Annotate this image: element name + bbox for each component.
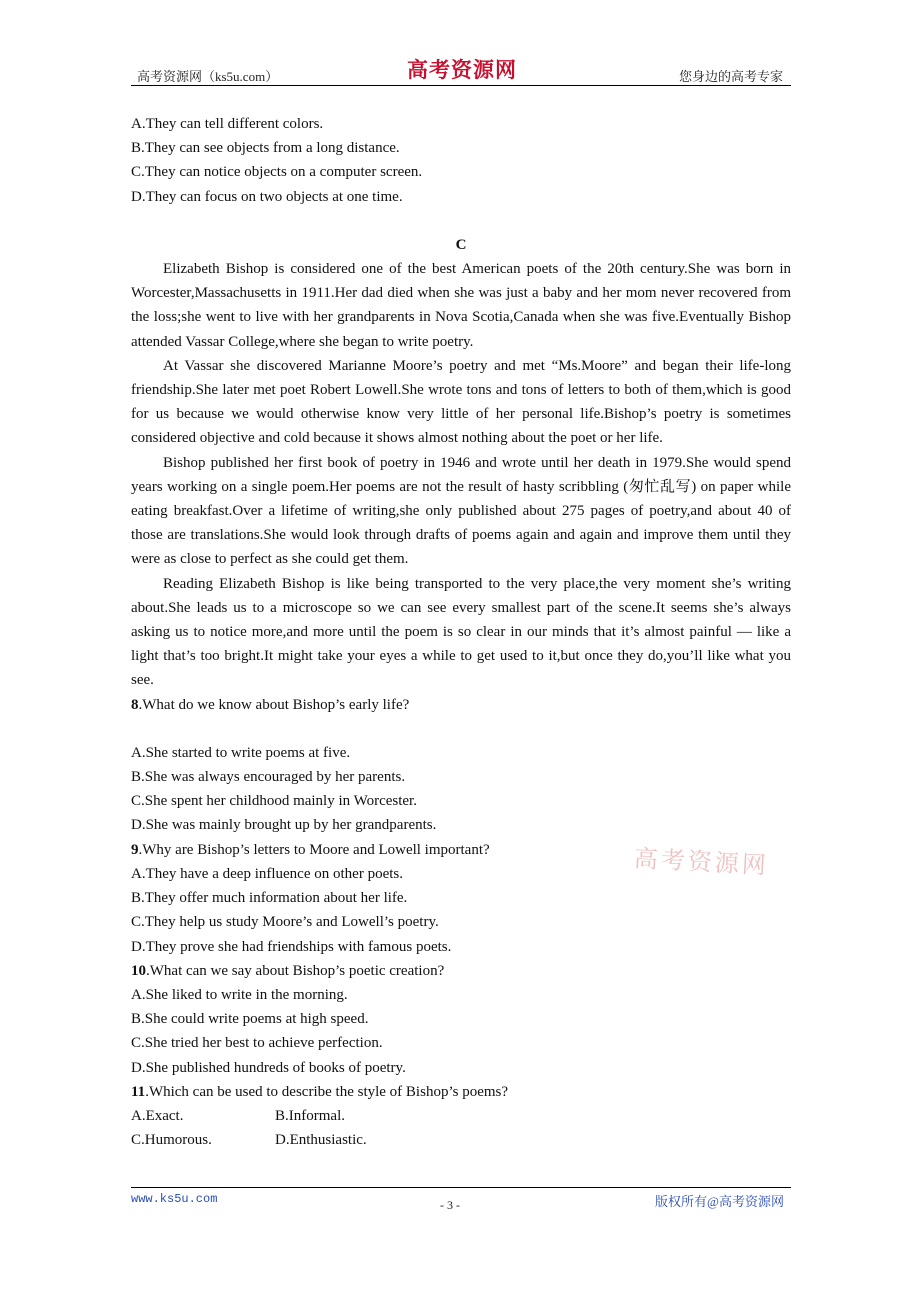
header-slogan: 您身边的高考专家 [678, 69, 783, 84]
header-divider [131, 85, 791, 86]
question-number: 10 [131, 962, 146, 979]
option-line: A.They have a deep influence on other poets. [131, 865, 403, 882]
question-11 [131, 1080, 791, 1153]
option-row [131, 1104, 791, 1128]
passage-paragraph: At Vassar she discovered Marianne Moore’s poetry and met “Ms.Moore” and began their life-long friendship.She later met poet Robert Lowell.She wrote tons and tons of letters to both of them,which is good for us because we would otherwise know very little of her personal life.Bishop’s poetry is sometimes considered objective and cold because it shows almost nothing about the poet or her life. [131, 357, 791, 447]
question-number: 8 [131, 696, 139, 713]
option-line: B.They can see objects from a long distance. [131, 140, 400, 157]
footer-url: www.ks5u.com [131, 1192, 218, 1206]
footer-copyright: 版权所有@高考资源网 [655, 1194, 784, 1209]
option-line: D.They prove she had friendships with famous poets. [131, 938, 452, 955]
question-text: .Which can be used to describe the style of Bishop’s poems? [145, 1083, 509, 1100]
question-number: 11 [131, 1083, 146, 1100]
option-line: A.She started to write poems at five. [131, 744, 351, 761]
question-8 [131, 693, 791, 838]
previous-question-options [131, 112, 791, 209]
option-line: D.They can focus on two objects at one time. [131, 188, 403, 205]
option-line: C.She tried her best to achieve perfection. [131, 1035, 383, 1052]
question-text: .Why are Bishop’s letters to Moore and Lowell important? [138, 841, 490, 858]
passage [131, 257, 791, 693]
header-site-name: 高考资源网（ks5u.com） [137, 69, 279, 84]
document-body [131, 112, 791, 1152]
option-line: B.Informal. [275, 1107, 345, 1124]
passage-paragraph: Elizabeth Bishop is considered one of the best American poets of the 20th century.She was born in Worcester,Massachusetts in 1911.Her dad died when she was just a baby and her mom never recovered from the loss;she went to live with her grandparents in Nova Scotia,Canada when she was five.Eventually Bishop attended Vassar College,where she began to write poetry. [131, 261, 791, 350]
option-line: D.She published hundreds of books of poetry. [131, 1059, 406, 1076]
option-line: A.She liked to write in the morning. [131, 986, 348, 1003]
blank-gap [131, 717, 791, 741]
option-line: B.They offer much information about her life. [131, 890, 408, 907]
header-logo: 高考资源网 [407, 57, 517, 82]
option-line: C.She spent her childhood mainly in Worcester. [131, 793, 417, 810]
passage-paragraph: Bishop published her first book of poetry in 1946 and wrote until her death in 1979.She would spend years working on a single poem.Her poems are not the result of hasty scribbling (匆忙乱写) on paper while eating breakfast.Over a lifetime of writing,she only published about 275 pages of poetry,and about 40 of those are translations.She would look through drafts of poems again and again and improve them until they were as close to perfect as she could get them. [131, 454, 791, 568]
option-line: B.She could write poems at high speed. [131, 1011, 369, 1028]
question-stem [131, 693, 791, 717]
passage-paragraph: Reading Elizabeth Bishop is like being transported to the very place,the very moment she’s writing about.She leads us to a microscope so we can see every smallest part of the scene.It seems she’s always asking us to notice more,and more until the poem is so clear in our minds that it’s almost painful — like a light that’s too bright.It might take your eyes a while to get used to it,but once they do,you’ll like what you see. [131, 575, 791, 689]
question-stem [131, 1080, 791, 1104]
option-line: C.Humorous. [131, 1132, 212, 1149]
section-title: C [455, 236, 467, 253]
footer-divider [131, 1187, 791, 1188]
page-header [131, 52, 791, 86]
option-line: A.They can tell different colors. [131, 116, 324, 132]
question-text: .What do we know about Bishop’s early life? [138, 696, 410, 713]
option-line: D.Enthusiastic. [275, 1132, 367, 1149]
question-10 [131, 959, 791, 1080]
option-line: D.She was mainly brought up by her grandparents. [131, 817, 437, 834]
option-line: C.They help us study Moore’s and Lowell’s poetry. [131, 914, 439, 931]
option-line: C.They can notice objects on a computer screen. [131, 164, 423, 181]
watermark: 高考资源网 [633, 844, 770, 880]
option-line: B.She was always encouraged by her parents. [131, 769, 406, 786]
question-number: 9 [131, 841, 139, 858]
question-stem [131, 959, 791, 983]
page-number: - 3 - [440, 1198, 460, 1212]
option-line: A.Exact. [131, 1107, 184, 1124]
question-text: .What can we say about Bishop’s poetic creation? [146, 962, 445, 979]
option-row [131, 1128, 791, 1152]
